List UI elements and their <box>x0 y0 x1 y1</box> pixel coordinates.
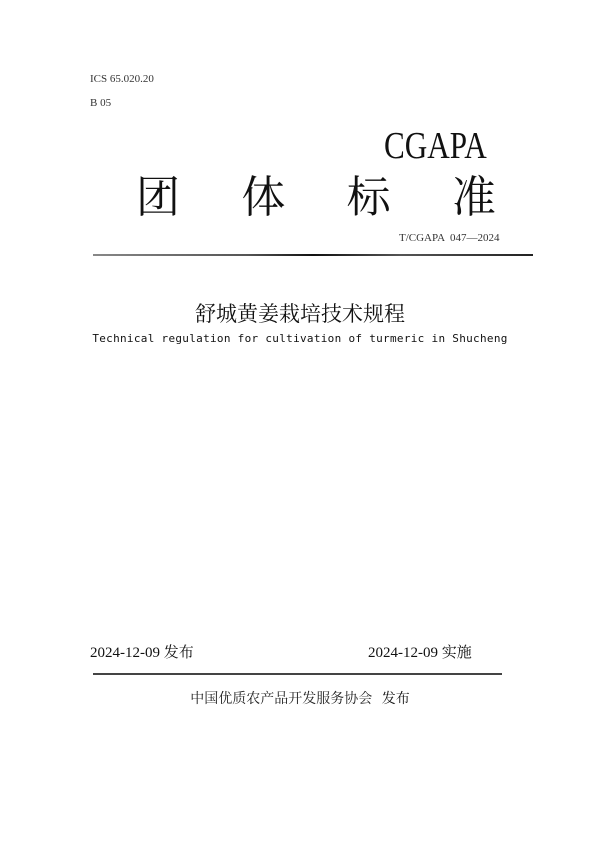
header-divider <box>93 254 533 256</box>
standard-number: T/CGAPA 047—2024 <box>399 232 500 244</box>
implementation-date: 2024-12-09 实施 <box>368 645 472 661</box>
publisher-name: 中国优质农产品开发服务协会 <box>190 692 373 707</box>
document-title-english: Technical regulation for cultivation of turmeric in Shucheng <box>92 332 508 345</box>
ics-code: ICS 65.020.20 <box>90 73 154 85</box>
standard-type-char: 团 <box>136 172 180 223</box>
ccs-code: B 05 <box>90 97 112 109</box>
publisher-line <box>0 688 600 708</box>
publish-date: 2024-12-09 发布 <box>90 645 194 661</box>
document-title-chinese: 舒城黄姜栽培技术规程 <box>195 302 405 326</box>
standard-type-char: 标 <box>346 172 391 223</box>
footer-divider <box>93 673 502 675</box>
standard-type-char: 体 <box>241 172 286 223</box>
publisher-action: 发布 <box>381 692 410 707</box>
organization-abbreviation: CGAPA <box>384 125 487 167</box>
standard-type-heading <box>136 172 496 224</box>
standard-type-char: 准 <box>451 172 496 223</box>
